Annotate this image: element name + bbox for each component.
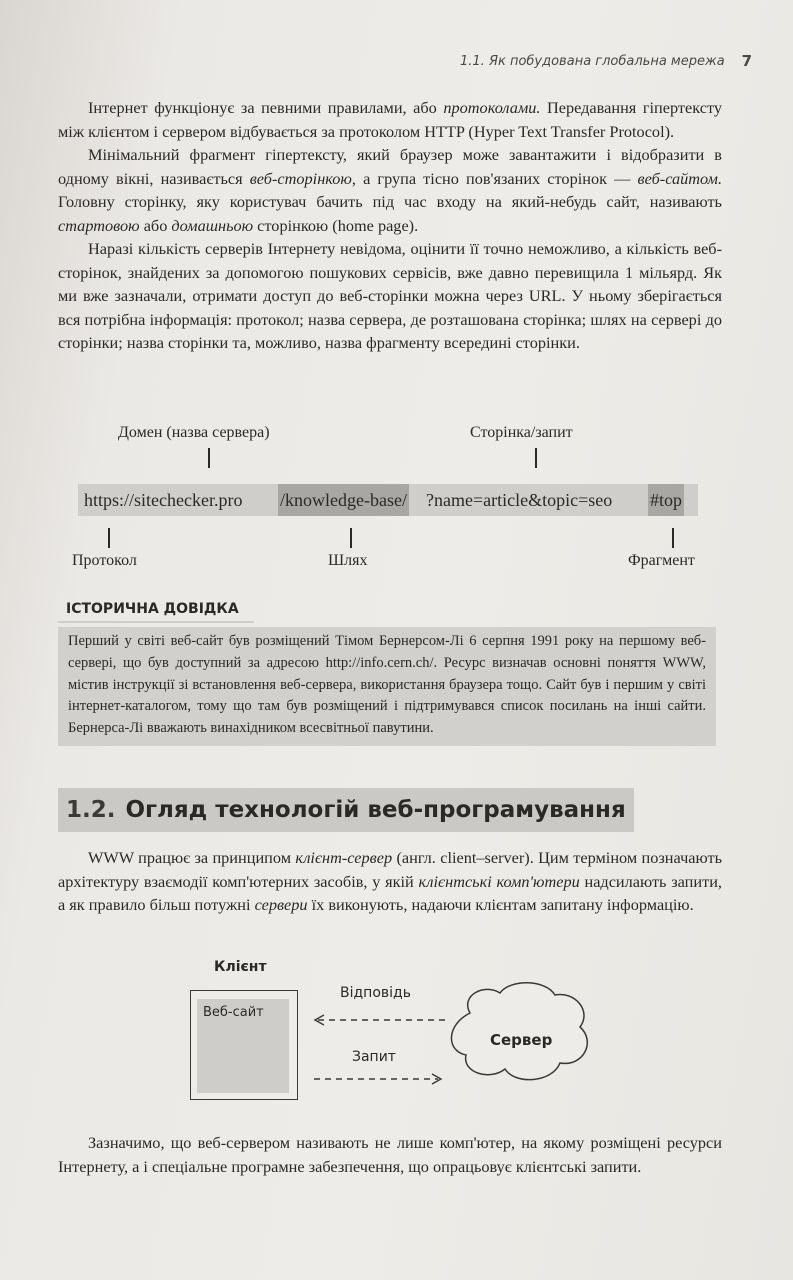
term-client-server: клієнт-сервер [295, 848, 393, 867]
term-start-page: стартовою [58, 215, 140, 235]
text-run: Інтернет функціонує за певними правилами, або [88, 98, 444, 117]
client-label: Клієнт [214, 959, 267, 975]
paragraph-web-server: Зазначимо, що веб-сервером називають не лише комп'ютер, на якому розміщені ресурси Інтернету, а і спеціальне програмне забезпечення, що опрацьовує клієнтські запити. [58, 1133, 722, 1176]
term-protocols: протоколами. [443, 98, 541, 117]
term-website: веб-сайтом. [637, 168, 723, 188]
label-path: Шлях [328, 552, 368, 569]
term-client-computers: клієнтські комп'ютери [418, 871, 580, 891]
historical-note-title: ІСТОРИЧНА ДОВІДКА [58, 597, 254, 623]
tick-fragment [672, 528, 674, 548]
url-diagram [0, 420, 793, 580]
historical-note-text: Перший у світі веб-сайт був розміщений Тімом Бернерсом-Лі 6 серпня 1991 року на першому веб-сервері, що був доступний за адресою http://info.cern.ch/. Ресурс визначав основні поняття WWW, містив інструкції зі встановлення веб-сервера, використання браузера тощо. Сайт був і першим у світі інтернет-каталогом, тому що там був розміщений і підтримувався список посилань на інші сайти. Бернерса-Лі вважають винахідником всесвітньої павутини. [58, 627, 716, 746]
url-query: ?name=article&topic=seo [426, 490, 613, 510]
server-label: Сервер [490, 1031, 553, 1049]
request-arrow [314, 1074, 441, 1084]
label-fragment: Фрагмент [628, 552, 695, 569]
section-text [58, 846, 722, 917]
term-servers: сервери [254, 895, 308, 914]
text-run: або [139, 215, 172, 235]
text-run: Мінімальний фрагмент гіпертексту, який браузер може завантажити і відобразити в одному вікні, називається [58, 145, 722, 188]
label-protocol: Протокол [72, 552, 137, 569]
text-run: Головну сторінку, яку користувач бачить під час входу на який-небудь сайт, називають [58, 192, 722, 211]
section-title: Огляд технологій веб-програмування [125, 797, 626, 823]
paragraph-protocols [58, 96, 722, 143]
running-head-title: 1.1. Як побудована глобальна мережа [460, 54, 725, 69]
paragraph-webpage [58, 143, 722, 237]
text-run: (англ. client–server). Цим терміном позначають архітектуру взаємодії комп'ютерних засобів, у якій [58, 848, 722, 891]
term-home-page: домашньою [171, 215, 254, 235]
tick-domain [208, 448, 210, 468]
text-run: їх виконують, надаючи клієнтам запитану інформацію. [307, 895, 694, 914]
text-run: Передавання гіпертексту між клієнтом і сервером відбувається за протоколом HTTP (Hyper Text Transfer Protocol). [58, 98, 722, 141]
text-run: , а група тісно пов'язаних сторінок — [351, 168, 638, 188]
url-fragment: #top [648, 484, 684, 516]
tick-path [350, 528, 352, 548]
label-domain: Домен (назва сервера) [118, 424, 270, 441]
url-bar [78, 484, 698, 516]
running-head [440, 52, 760, 72]
text-run: надсилають запити, а як правило більш потужні [58, 871, 722, 914]
tick-page [535, 448, 537, 468]
historical-note [58, 597, 716, 746]
client-server-arrows [0, 955, 793, 1105]
url-path: /knowledge-base/ [278, 484, 409, 516]
paragraph-url: Наразі кількість серверів Інтернету невідома, оцінити її точно неможливо, а кількість веб-сторінок, знайдених за допомогою пошукових сервісів, вже давно перевищила 1 мільярд. Як ми вже зазначали, отримати доступ до веб-сторінки можна через URL. У ньому зберігається вся потрібна інформація: протокол; назва сервера, де розташована сторінка; шлях на сервері до сторінки; назва сторінки та, можливо, назва фрагменту всередині сторінки. [58, 239, 722, 352]
request-label: Запит [352, 1049, 396, 1065]
closing-text [58, 1131, 722, 1178]
response-label: Відповідь [340, 985, 411, 1001]
response-arrow [315, 1015, 445, 1025]
text-run: WWW працює за принципом [88, 848, 296, 867]
intro-text [58, 96, 722, 355]
section-heading [58, 788, 634, 832]
label-page: Сторінка/запит [470, 424, 573, 441]
website-label: Веб-сайт [203, 1005, 264, 1020]
term-webpage: веб-сторінкою [249, 168, 352, 188]
tick-protocol [108, 528, 110, 548]
paragraph-client-server [58, 846, 722, 917]
text-run: сторінкою (home page). [253, 215, 419, 235]
url-protocol-domain: https://sitechecker.pro [84, 490, 243, 510]
client-server-diagram [0, 955, 793, 1105]
section-number: 1.2. [66, 797, 116, 823]
page-number: 7 [741, 52, 752, 70]
